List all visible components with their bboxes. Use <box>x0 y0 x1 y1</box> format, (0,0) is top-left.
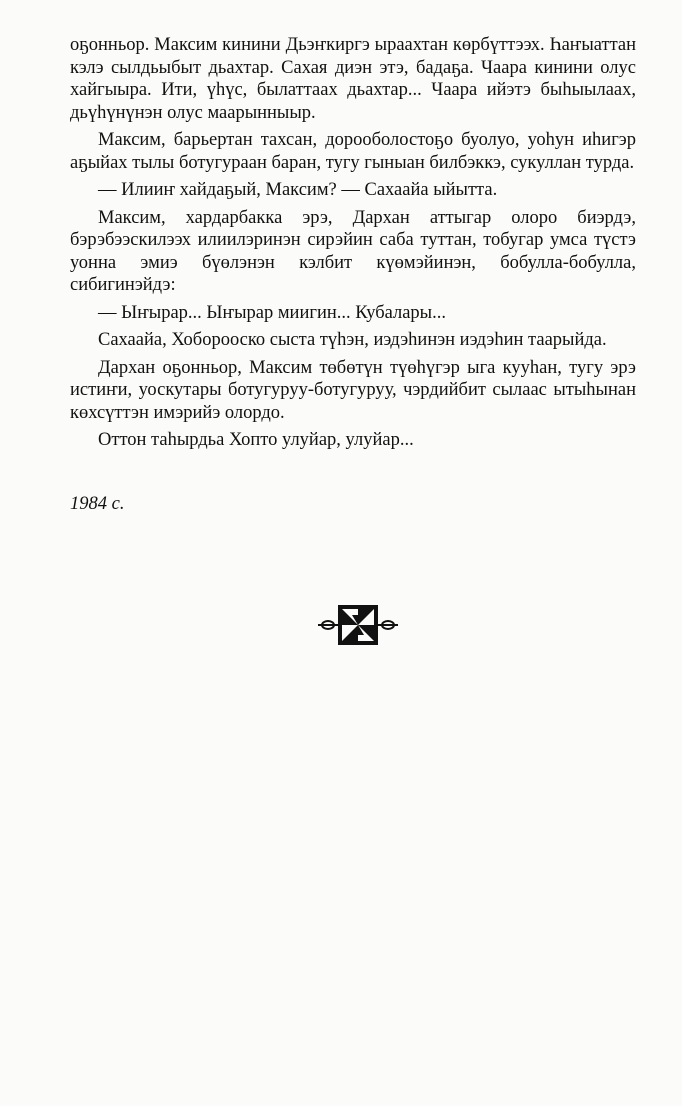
paragraph-1: оҕонньор. Максим кинини Дьэҥкиргэ ыраахтан көрбүттээх. Һаҥыаттан кэлэ сылдьыбыт дьахтар. Сахая диэн этэ, бадаҕа. Чаара кинини олус хайгыыра. Ити, үһүс, былаттаах дьахтар... Чаара ийэтэ быһыылаах, дьүһүнүнэн олус маарынныыр. <box>70 35 636 123</box>
section-end-ornament-icon <box>316 601 400 649</box>
paragraph-4: Максим, хардарбакка эрэ, Дархан аттыгар олоро биэрдэ, бэрэбээскилээх илиилэринэн сирэйин саба туттан, тобугар умса түстэ уонна эмиэ бүөлэнэн кэлбит күөмэйинэн, бобулла-бобулла, сибигинэйдэ: <box>70 207 636 295</box>
body-text <box>70 34 636 457</box>
paragraph-2: Максим, барьертан тахсан, дорооболостоҕо буолуо, уоһун иһигэр аҕыйах тылы ботугураан баран, тугу гыныан билбэккэ, сукуллан турда. <box>70 130 636 173</box>
date-signature: 1984 с. <box>70 494 125 514</box>
paragraph-8: Оттон таһырдьа Хопто улуйар, улуйар... <box>98 430 414 450</box>
paragraph-6: Сахаайа, Хоборооско сыста түһэн, иэдэһинэн иэдэһин таарыйда. <box>98 330 607 350</box>
paragraph-5: — Ыҥырар... Ыҥырар миигин... Кубалары... <box>98 302 446 323</box>
paragraph-3: — Илииҥ хайдаҕый, Максим? — Сахаайа ыйытта. <box>98 180 498 200</box>
paragraph-7: Дархан оҕонньор, Максим төбөтүн түөһүгэр ыга кууһан, тугу эрэ истиҥи, уоскутары ботугуруу-ботугуруу, чэрдийбит сылаас ытыһынан көхсүттэн имэрийэ олордо. <box>70 357 636 423</box>
